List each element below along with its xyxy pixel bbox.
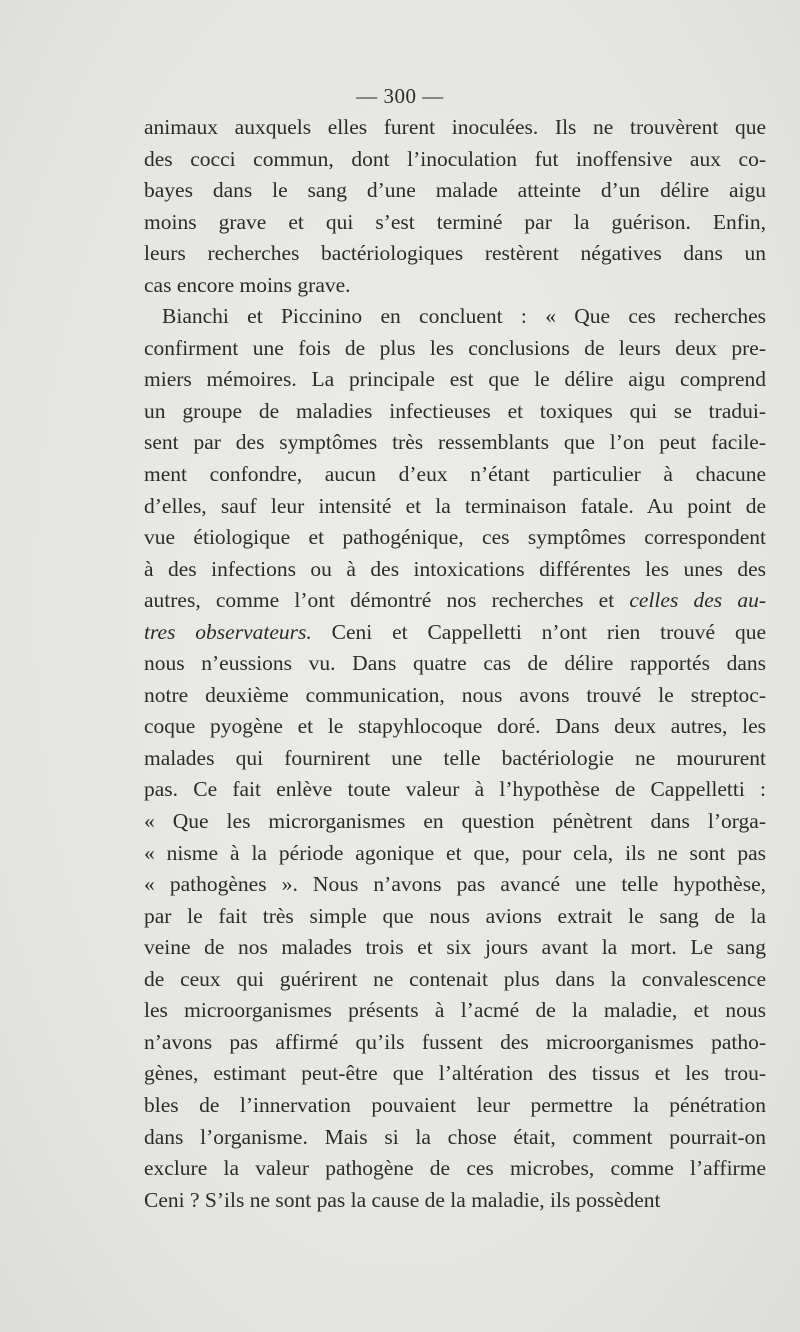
body-text xyxy=(144,112,766,1216)
text-line: nous n’eussions vu. Dans quatre cas de délire rapportés dans xyxy=(144,651,766,676)
text-line: confirment une fois de plus les conclusions de leurs deux pre- xyxy=(144,335,766,360)
text-line: cas encore moins grave. xyxy=(144,272,351,297)
italic-text: celles des au- xyxy=(629,588,767,613)
text-line: pas. Ce fait enlève toute valeur à l’hypothèse de Cappelletti : xyxy=(144,777,766,802)
text-line: vue étiologique et pathogénique, ces symptômes correspondent xyxy=(144,525,766,550)
text-line: malades qui fournirent une telle bactériologie ne moururent xyxy=(144,745,766,770)
paragraph xyxy=(144,112,766,301)
text-line: bayes dans le sang d’une malade atteinte d’un délire aigu xyxy=(144,178,766,203)
text-line: à des infections ou à des intoxications différentes les unes des xyxy=(144,556,766,581)
text-line: n’avons pas affirmé qu’ils fussent des microorganismes patho- xyxy=(144,1029,766,1054)
text-line: bles de l’innervation pouvaient leur permettre la pénétration xyxy=(144,1092,766,1117)
text-line: exclure la valeur pathogène de ces microbes, comme l’affirme xyxy=(144,1156,766,1181)
text-line: d’elles, sauf leur intensité et la terminaison fatale. Au point de xyxy=(144,493,766,518)
paragraph xyxy=(144,301,766,1216)
italic-text: tres observateurs. xyxy=(144,619,312,644)
text-line: tres observateurs. Ceni et Cappelletti n’ont rien trouvé que xyxy=(144,619,766,644)
text-line: dans l’organisme. Mais si la chose était, comment pourrait-on xyxy=(144,1124,766,1149)
text-line: « pathogènes ». Nous n’avons pas avancé une telle hypothèse, xyxy=(144,872,766,897)
text-line: Ceni ? S’ils ne sont pas la cause de la maladie, ils possèdent xyxy=(144,1187,661,1212)
text-line: notre deuxième communication, nous avons trouvé le streptoc- xyxy=(144,682,766,707)
text-line: Bianchi et Piccinino en concluent : « Que ces recherches xyxy=(162,304,766,329)
text-line: « Que les microrganismes en question pénètrent dans l’orga- xyxy=(144,809,766,834)
text-line: autres, comme l’ont démontré nos recherches et celles des au- xyxy=(144,588,767,613)
page-number: — 300 — xyxy=(356,84,444,108)
text-line: moins grave et qui s’est terminé par la guérison. Enfin, xyxy=(144,209,766,234)
text-line: animaux auxquels elles furent inoculées. Ils ne trouvèrent que xyxy=(144,115,766,139)
text-line: gènes, estimant peut-être que l’altération des tissus et les trou- xyxy=(144,1061,766,1086)
text-line: un groupe de maladies infectieuses et toxiques qui se tradui- xyxy=(144,398,766,423)
text-line: coque pyogène et le stapyhlocoque doré. Dans deux autres, les xyxy=(144,714,766,739)
text-line: de ceux qui guérirent ne contenait plus dans la convalescence xyxy=(144,966,766,991)
text-line: « nisme à la période agonique et que, pour cela, ils ne sont pas xyxy=(144,840,766,865)
text-line: veine de nos malades trois et six jours avant la mort. Le sang xyxy=(144,935,766,960)
text-line: miers mémoires. La principale est que le délire aigu comprend xyxy=(144,367,766,392)
text-line: sent par des symptômes très ressemblants que l’on peut facile- xyxy=(144,430,766,455)
text-line: leurs recherches bactériologiques restèrent négatives dans un xyxy=(144,241,766,266)
text-line: les microorganismes présents à l’acmé de la maladie, et nous xyxy=(144,998,766,1023)
text-line: par le fait très simple que nous avions extrait le sang de la xyxy=(144,903,766,928)
text-line: ment confondre, aucun d’eux n’étant particulier à chacune xyxy=(144,462,766,487)
text-line: des cocci commun, dont l’inoculation fut inoffensive aux co- xyxy=(144,146,766,171)
